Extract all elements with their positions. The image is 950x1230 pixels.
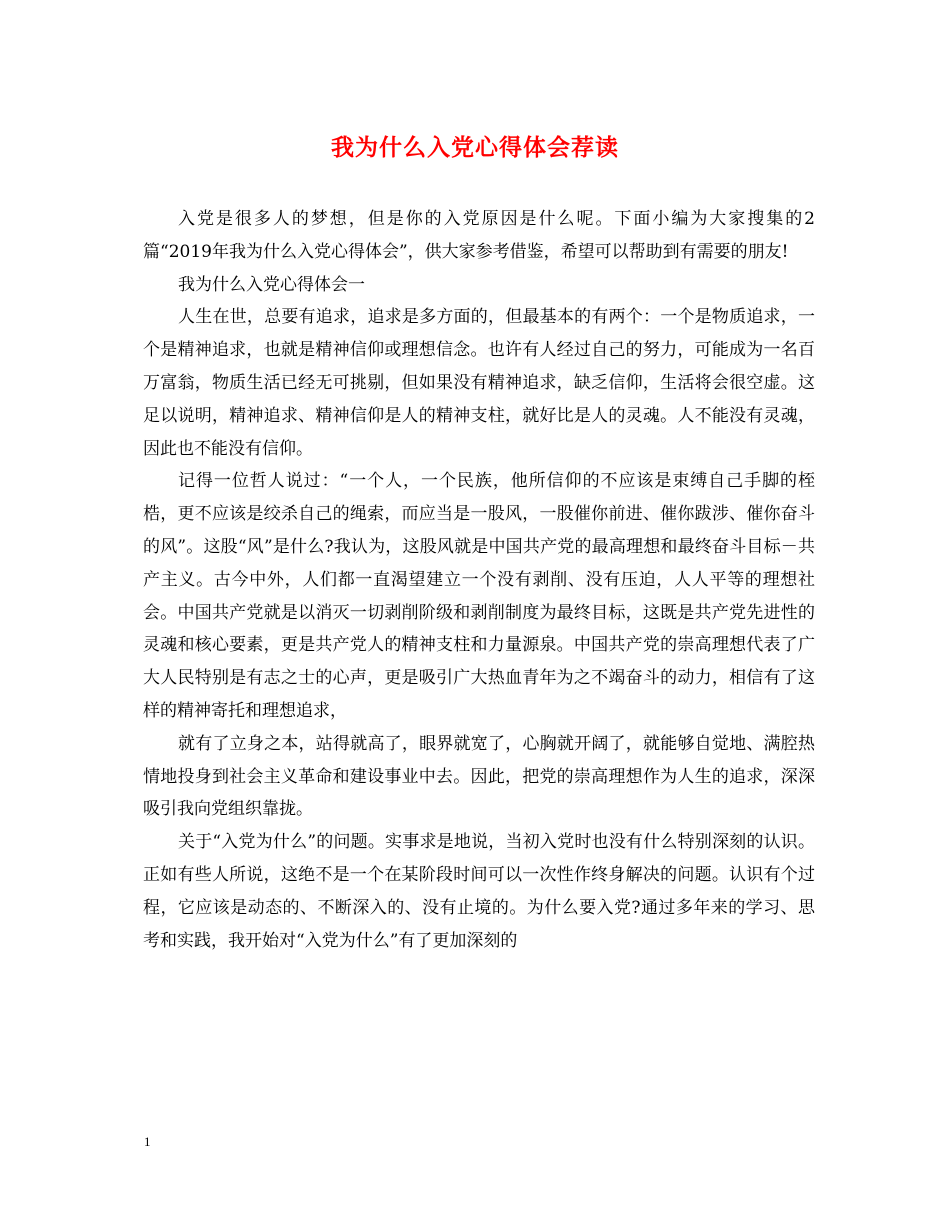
paragraph: 人生在世，总要有追求，追求是多方面的，但最基本的有两个：一个是物质追求，一个是精神追求，也就是精神信仰或理想信念。也许有人经过自己的努力，可能成为一名百万富翁，物质生活已经无可挑剔，但如果没有精神追求，缺乏信仰，生活将会很空虚。这足以说明，精神追求、精神信仰是人的精神支柱，就好比是人的灵魂。人不能没有灵魂，因此也不能没有信仰。: [143, 307, 815, 459]
section-heading: 我为什么入党心得体会一: [178, 274, 365, 295]
paragraph: 就有了立身之本，站得就高了，眼界就宽了，心胸就开阔了，就能够自觉地、满腔热情地投身到社会主义革命和建设事业中去。因此，把党的崇高理想作为人生的追求，深深吸引我向党组织靠拢。: [143, 733, 815, 820]
paragraph: 记得一位哲人说过：“一个人，一个民族，他所信仰的不应该是束缚自己手脚的桎梏，更不应该是绞杀自己的绳索，而应当是一股风，一股催你前进、催你跋涉、催你奋斗的风”。这股“风”是什么?我认为，这股风就是中国共产党的最高理想和最终奋斗目标－共产主义。古今中外，人们都一直渴望建立一个没有剥削、没有压迫，人人平等的理想社会。中国共产党就是以消灭一切剥削阶级和剥削制度为最终目标，这既是共产党先进性的灵魂和核心要素，更是共产党人的精神支柱和力量源泉。中国共产党的崇高理想代表了广大人民特别是有志之士的心声，更是吸引广大热血青年为之不竭奋斗的动力，相信有了这样的精神寄托和理想追求，: [143, 471, 815, 721]
document-body: [143, 203, 815, 957]
paragraph-intro: 入党是很多人的梦想，但是你的入党原因是什么呢。下面小编为大家搜集的2篇“2019年我为什么入党心得体会”，供大家参考借鉴，希望可以帮助到有需要的朋友!: [143, 209, 815, 262]
document-title: 我为什么入党心得体会荐读: [331, 134, 619, 161]
page-number: 1: [144, 1134, 151, 1149]
paragraph: 关于“入党为什么”的问题。实事求是地说，当初入党时也没有什么特别深刻的认识。正如有些人所说，这绝不是一个在某阶段时间可以一次性作终身解决的问题。认识有个过程，它应该是动态的、不断深入的、没有止境的。为什么要入党?通过多年来的学习、思考和实践，我开始对“入党为什么”有了更加深刻的: [143, 832, 815, 951]
